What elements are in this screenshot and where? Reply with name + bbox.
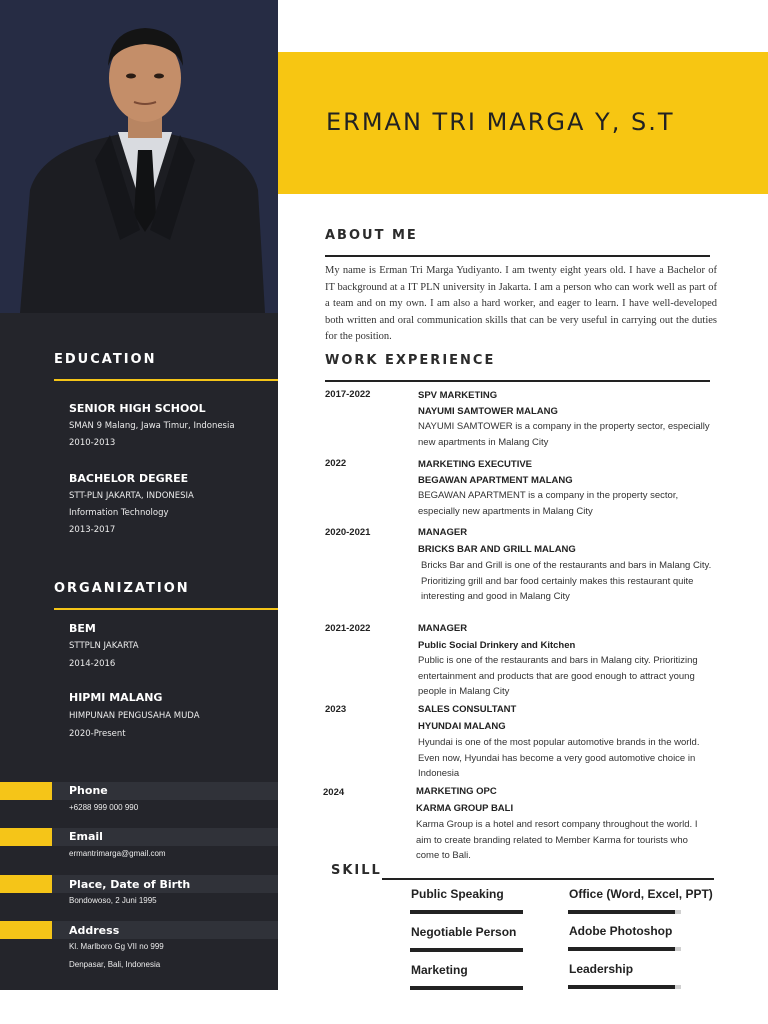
job-description: BEGAWAN APARTMENT is a company in the property sector, especially new apartments in Malang City bbox=[418, 490, 679, 517]
education-detail: SMAN 9 Malang, Jawa Timur, Indonesia bbox=[69, 421, 235, 431]
job-title: MARKETING OPC bbox=[416, 786, 497, 797]
name-banner bbox=[278, 52, 768, 194]
job-title: SPV MARKETING bbox=[418, 390, 498, 401]
about-heading: ABOUT ME bbox=[325, 228, 418, 243]
skill-bar bbox=[568, 947, 681, 951]
skill-name: Negotiable Person bbox=[411, 925, 517, 939]
job-description: Bricks Bar and Grill is one of the restaurants and bars in Malang City. Prioritizing grill and bar food certainly makes this restaurant quite interesting and good in Malang City bbox=[421, 560, 712, 602]
job-year: 2020-2021 bbox=[325, 527, 371, 538]
organization-detail: 2014-2016 bbox=[69, 659, 116, 669]
address-line: Kl. Marlboro Gg VII no 999 bbox=[69, 942, 164, 951]
phone-value: +6288 999 000 990 bbox=[69, 803, 139, 812]
organization-detail: STTPLN JAKARTA bbox=[69, 641, 139, 651]
skill-bar bbox=[410, 948, 523, 952]
job-year: 2023 bbox=[325, 704, 347, 715]
education-detail: Information Technology bbox=[69, 508, 169, 518]
phone-label: Phone bbox=[69, 784, 108, 797]
organization-title: HIPMI MALANG bbox=[69, 691, 163, 704]
job-description: Public is one of the restaurants and bars in Malang city. Prioritizing entertainment and products that are good enough to attract young people in Malang City bbox=[418, 655, 698, 697]
education-rule bbox=[54, 379, 278, 381]
address-label: Address bbox=[69, 924, 120, 937]
job-company: HYUNDAI MALANG bbox=[418, 721, 506, 732]
work-rule bbox=[325, 380, 710, 382]
profile-photo bbox=[0, 0, 278, 313]
skill-bar bbox=[410, 910, 523, 914]
skill-name: Leadership bbox=[569, 962, 634, 976]
job-company: KARMA GROUP BALI bbox=[416, 803, 514, 814]
education-detail: STT-PLN JAKARTA, INDONESIA bbox=[69, 491, 194, 501]
address-line: Denpasar, Bali, Indonesia bbox=[69, 960, 161, 969]
organization-detail: HIMPUNAN PENGUSAHA MUDA bbox=[69, 711, 200, 721]
job-description: Hyundai is one of the most popular automotive brands in the world. Even now, Hyundai has become a very good automotive choice in Indonesia bbox=[418, 737, 700, 779]
job-company: BEGAWAN APARTMENT MALANG bbox=[418, 475, 573, 486]
job-title: MANAGER bbox=[418, 527, 468, 538]
candidate-name: ERMAN TRI MARGA Y, S.T bbox=[326, 108, 675, 136]
email-bar bbox=[0, 828, 278, 846]
organization-title: BEM bbox=[69, 622, 96, 635]
skill-bar bbox=[568, 985, 681, 989]
work-heading: WORK EXPERIENCE bbox=[325, 353, 496, 368]
job-year: 2017-2022 bbox=[325, 389, 371, 400]
job-year: 2021-2022 bbox=[325, 623, 371, 634]
skill-name: Public Speaking bbox=[411, 887, 504, 901]
birth-label: Place, Date of Birth bbox=[69, 878, 191, 891]
email-value: ermantrimarga@gmail.com bbox=[69, 849, 166, 858]
birth-value: Bondowoso, 2 Juni 1995 bbox=[69, 896, 157, 905]
address-bar bbox=[0, 921, 278, 939]
job-title: MANAGER bbox=[418, 623, 468, 634]
education-title: SENIOR HIGH SCHOOL bbox=[69, 402, 206, 415]
job-company: NAYUMI SAMTOWER MALANG bbox=[418, 406, 558, 417]
skill-name: Marketing bbox=[411, 963, 468, 977]
email-label: Email bbox=[69, 830, 103, 843]
education-title: BACHELOR DEGREE bbox=[69, 472, 189, 485]
job-description: Karma Group is a hotel and resort company throughout the world. I aim to create branding related to Member Karma for tourists who come to Bali. bbox=[416, 819, 698, 861]
job-year: 2022 bbox=[325, 458, 347, 469]
job-title: MARKETING EXECUTIVE bbox=[418, 459, 533, 470]
education-detail: 2013-2017 bbox=[69, 525, 116, 535]
phone-bar bbox=[0, 782, 278, 800]
about-rule bbox=[325, 255, 710, 257]
organization-detail: 2020-Present bbox=[69, 729, 126, 739]
job-description: NAYUMI SAMTOWER is a company in the property sector, especially new apartments in Malang City bbox=[418, 421, 710, 448]
skill-bar bbox=[410, 986, 523, 990]
job-company: BRICKS BAR AND GRILL MALANG bbox=[418, 544, 576, 555]
organization-heading: ORGANIZATION bbox=[54, 581, 190, 596]
organization-rule bbox=[54, 608, 278, 610]
job-year: 2024 bbox=[323, 787, 345, 798]
education-detail: 2010-2013 bbox=[69, 438, 116, 448]
education-heading: EDUCATION bbox=[54, 352, 157, 367]
skill-bar bbox=[568, 910, 681, 914]
about-text: My name is Erman Tri Marga Yudiyanto. I am twenty eight years old. I have a Bachelor of IT background at a IT PLN university in Jakarta. I am a person who can work well as part of a team and on my own. I am also a hard worker, and eager to learn. I have well-developed both written and oral communication skills that can be very useful in carrying out the duties for the position. bbox=[325, 265, 717, 342]
skill-name: Office (Word, Excel, PPT) bbox=[569, 887, 713, 901]
sidebar bbox=[0, 0, 278, 990]
job-title: SALES CONSULTANT bbox=[418, 704, 517, 715]
job-company: Public Social Drinkery and Kitchen bbox=[418, 640, 576, 651]
skill-name: Adobe Photoshop bbox=[569, 924, 673, 938]
skill-heading: SKILL bbox=[331, 863, 382, 878]
skill-rule bbox=[382, 878, 714, 880]
